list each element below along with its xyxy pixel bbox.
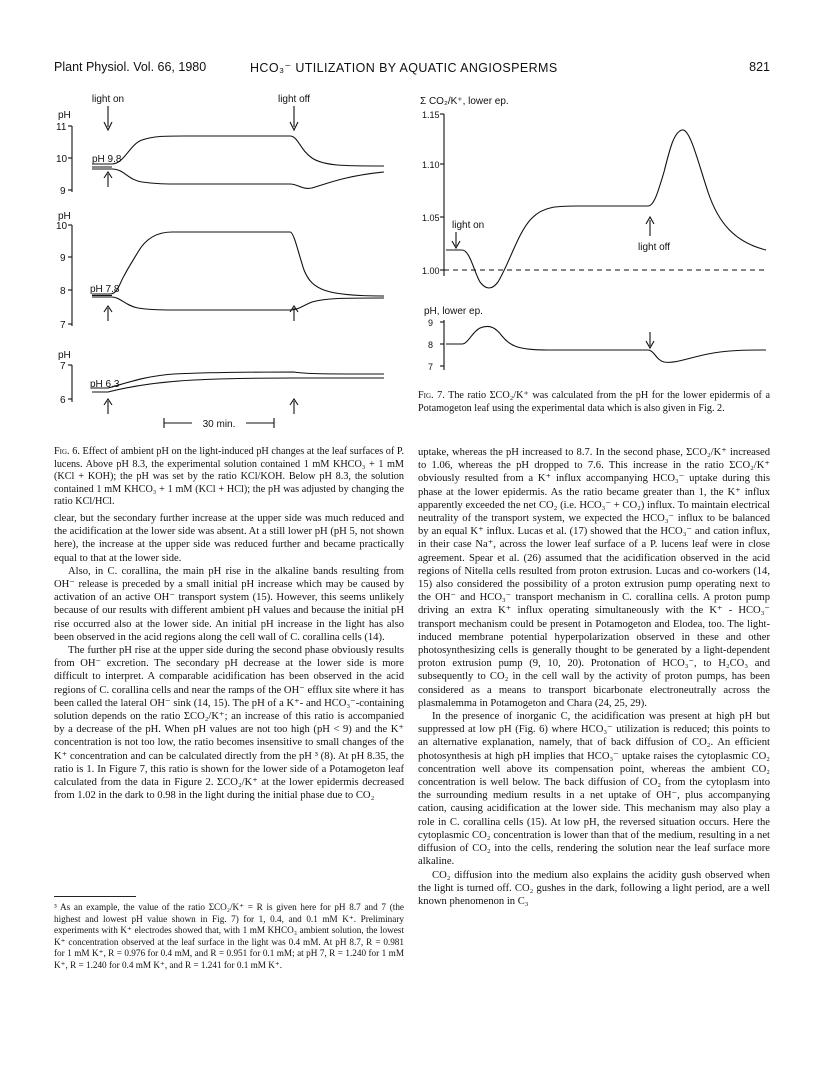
figure-6-plot <box>54 92 404 436</box>
fig7-caption-text: The ratio ΣCO₂/K⁺ was calculated from the pH for the lower epidermis of a Potamogeton leaf using the experimental data which is also given in Fig. 2. <box>418 390 770 414</box>
panel2-tick-10: 10 <box>56 221 68 232</box>
running-header <box>54 60 770 78</box>
panel2-tick-8: 8 <box>60 286 66 297</box>
journal-citation: Plant Physiol. Vol. 66, 1980 <box>54 60 207 74</box>
fig7-ratio-trace <box>446 130 766 288</box>
panel1-lower-trace <box>92 169 384 188</box>
panel2-series-label: pH 7.8 <box>90 284 120 295</box>
right-column <box>418 446 770 908</box>
panel1-tick-10: 10 <box>56 154 68 165</box>
panel2-tick-7: 7 <box>60 320 66 331</box>
fig7-tick-8: 8 <box>428 340 434 350</box>
figure-7-plot <box>418 92 770 384</box>
fig6-caption-label: Fig. 6. <box>54 446 80 457</box>
right-paragraph-3: CO₂ diffusion into the medium also explains the acidity gush observed when the light is turned off. CO₂ gushes in the dark, following a light period, are a well known phenomenon in C₃ <box>418 869 770 907</box>
figure-7-caption <box>418 390 770 415</box>
panel1-series-label: pH 9.8 <box>92 154 122 165</box>
figure-6 <box>54 92 404 436</box>
fig7-bottom-ylabel: pH, lower ep. <box>424 306 483 317</box>
fig7-light-on-label: light on <box>452 220 485 231</box>
footnote-rule <box>54 896 136 897</box>
panel1-upper-trace <box>92 136 384 166</box>
page-number: 821 <box>749 60 770 74</box>
fig7-top-ylabel: Σ CO₂/K⁺, lower ep. <box>420 96 509 107</box>
scale-bar-label: 30 min. <box>202 419 236 430</box>
panel2-tick-9: 9 <box>60 253 66 264</box>
left-paragraph-1: clear, but the secondary further increase at the upper side was much reduced and the acidification at the lower side was absent. At a still lower pH (pH 5, not shown here), the increase at the upper side was reduced further and became practically equal to that at the lower side. <box>54 513 404 564</box>
panel2-ylabel: pH <box>58 211 71 222</box>
fig6-light-on-label: light on <box>91 94 125 105</box>
fig7-tick-9: 9 <box>428 318 434 328</box>
fig7-ph-trace <box>446 326 766 362</box>
panel3-upper-trace <box>92 372 384 388</box>
panel3-tick-7: 7 <box>60 361 66 372</box>
fig6-caption-text: Effect of ambient pH on the light-induced pH changes at the leaf surfaces of P. lucens. Above pH 8.3, the experimental solution contained 1 mM KHCO₃ + 1 mM (KCl + KOH); the pH was set by the ratio KCl/KOH. Below pH 8.3, the solution contained 1 mM KHCO₃ + 1 mM (KCl + HCl); the pH was adjusted by changing the ratio KCl/HCl. <box>54 446 405 508</box>
panel3-series-label: pH 6.3 <box>90 379 120 390</box>
panel3-tick-6: 6 <box>60 395 66 406</box>
right-paragraph-2: In the presence of inorganic C, the acidification was present at high pH but suppressed at low pH (Fig. 6) where HCO₃⁻ utilization is reduced; this points to an alternative explanation, namely, that of back diffusion of CO₂. An efficient photosynthesis at high pH implies that HCO₃⁻ uptake raises the cytoplasmic CO₂ concentration well above its compensation point, whereas the ambient CO₂ concentration is well below. The back diffusion of CO₂ from the cytoplasm into the surrounding medium results in a net uptake of OH⁻, plus accompanying cation, causing acidification at the lower side. This mechanism may also play a role in C. corallina cells (15). At low pH, the reversed situation occurs. Here the cytoplasmic CO₂ concentration is lower than that of the medium, resulting in a net diffusion of CO₂ into the cells, rendering the solution near the leaf surface more alkaline. <box>418 711 770 868</box>
fig7-tick-110: 1.10 <box>422 160 440 170</box>
fig7-tick-7: 7 <box>428 362 434 372</box>
panel2-lower-trace <box>92 297 384 310</box>
panel2-upper-trace <box>92 232 384 296</box>
panel1-tick-9: 9 <box>60 186 66 197</box>
left-column <box>54 512 404 802</box>
figure-6-caption <box>54 446 404 509</box>
running-title: HCO₃⁻ UTILIZATION BY AQUATIC ANGIOSPERMS <box>250 61 558 75</box>
fig6-light-off-label: light off <box>277 94 311 105</box>
fig7-tick-105: 1.05 <box>422 213 440 223</box>
fig7-tick-115: 1.15 <box>422 110 440 120</box>
panel1-tick-11: 11 <box>56 122 67 133</box>
panel1-ylabel: pH <box>58 110 71 121</box>
fig7-light-off-label: light off <box>638 242 671 253</box>
fig7-tick-100: 1.00 <box>422 266 440 276</box>
left-paragraph-3: The further pH rise at the upper side during the second phase obviously results from OH⁻ excretion. The secondary pH decrease at the lower side is more difficult to interpret. A comparable acidification has been observed in the acid regions of C. corallina cells and near the ramps of the OH⁻ efflux site where it has been called the lateral OH⁻ sink (14, 15). The pH of a K⁺- and HCO₃⁻-containing solution depends on the ratio ΣCO₂/K⁺; an increase of this ratio is accompanied by a decrease of the pH. When pH values are not too high (pH < 9) and the K⁺ concentration is not too low, the ratio becomes insensitive to small changes of the K⁺ concentration and can be calculated directly from the pH ³ (8). At pH 8.35, the ratio is 1. In Figure 7, this ratio is shown for the lower side of a Potamogeton leaf calculated from the data in Figure 2. ΣCO₂/K⁺ at the lower epidermis decreased from 1.02 in the dark to 0.98 in the light during the initial phase due to CO₂ <box>54 645 404 802</box>
left-paragraph-2: Also, in C. corallina, the main pH rise in the alkaline bands resulting from OH⁻ release is preceded by a small initial pH increase which may be caused by activation of an active OH⁻ transport system (15). However, this seems unlikely because of our results with different ambient pH values and because the initial pH rise occurred also at the lower side. An initial pH increase in the light has also been observed in the acid regions along the cell wall of C. corallina cells (14). <box>54 565 404 643</box>
right-paragraph-1: uptake, whereas the pH increased to 8.7. In the second phase, ΣCO₂/K⁺ increased to 1.06, whereas the pH dropped to 7.6. This increase in the ratio ΣCO₂/K⁺ obviously resulted from a K⁺ influx accompanying HCO₃⁻ uptake during this phase at the lower epidermis. As the ratio became greater than 1, the K⁺ influx apparently exceeded the net CO₂ (i.e. HCO₃⁻ + CO₂) influx. To maintain electrical neutrality of the transport system, we expected the HCO₃⁻ influx to be balanced by an equal K⁺ influx. Lucas et al. (17) showed that the HCO₃⁻ and cation influx, in their case Na⁺, across the lower leaf surface of a P. lucens leaf were in close agreement. Spear et al. (26) assumed that the acidification observed in the acid regions of Nitella cells resulted from proton extrusion. Lucas and co-workers (14, 15) also considered the possibility of a proton extrusion pump operating next to the OH⁻ and HCO₃⁻ transport mechanism in C. corallina cells. A proton pump driving an extra K⁺ influx operating simultaneously with the K⁺ - HCO₃⁻ transport mechanism could be present in Potamogeton and Elodea, too. The light-induced membrane potential hyperpolarization observed in these and other photosynthesizing cells is generally thought to be generated by a light-dependent proton extrusion pump (9, 10, 20). Protonation of HCO₃⁻, to H₂CO₃ and subsequently to CO₂ in the cell wall by the activity of proton pumps, has been considered as a means to transport bicarbonate electroneutrally across the plasmalemma in Potamogeton and Chara (24, 25, 29). <box>418 447 770 709</box>
fig7-caption-label: Fig. 7. <box>418 390 445 401</box>
panel3-ylabel: pH <box>58 350 71 361</box>
figure-7 <box>418 92 770 384</box>
footnote: ³ As an example, the value of the ratio ΣCO₂/K⁺ = R is given here for pH 8.7 and 7 (the highest and lowest pH value shown in Fig. 7) for 1, 0.4, and 0.1 mM K⁺. Preliminary experiments with K⁺ electrodes showed that, with 1 mM KHCO₃ ambient solution, the lowest K⁺ concentration observed at the leaf surface in the light was 0.4 mM. At pH 8.7, R = 0.981 for 1 mM K⁺, R = 0.976 for 0.4 mM, and R = 0.951 for 0.1 mM; at pH 7, R = 1.240 for 1 mM K⁺, R = 1.240 for 0.4 mM K⁺, and R = 1.241 for 0.1 mM K⁺. <box>54 902 404 970</box>
